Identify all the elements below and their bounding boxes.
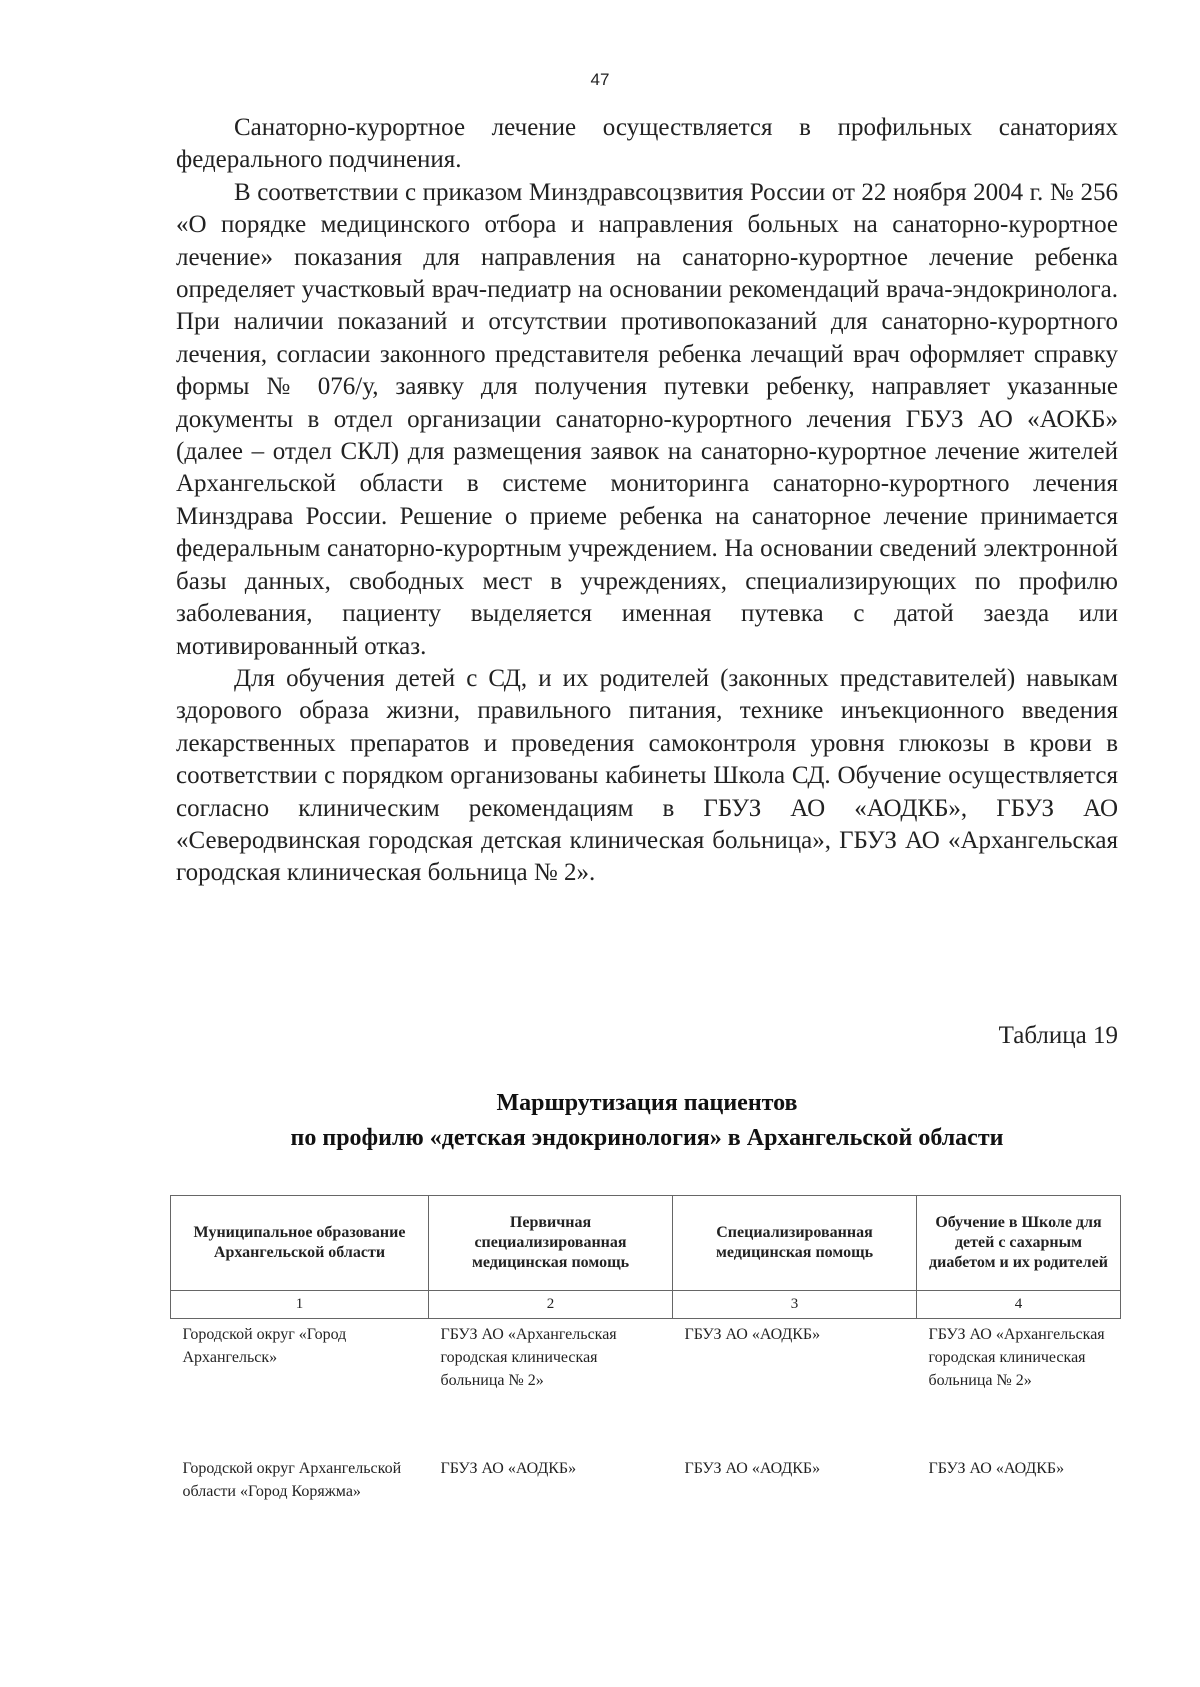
paragraph: Для обучения детей с СД, и их родителей (законных представителей) навыкам здорового образа жизни, правильного питания, технике инъекционного введения лекарственных препаратов и проведения самоконтроля уровня глюкозы в крови в соответствии с порядком организованы кабинеты Школа СД. Обучение осуществляется согласно клиническим рекомендациям в ГБУЗ АО «АОДКБ», ГБУЗ АО «Северодвинская городская детская клиническая больница», ГБУЗ АО «Архангельская городская клиническая больница № 2». <box>176 664 1118 887</box>
page-number: 47 <box>590 70 610 89</box>
table-title-line: по профилю «детская эндокринология» в Архангельской области <box>290 1125 1004 1151</box>
routing-table <box>170 1195 1121 1547</box>
column-header: Первичная специализированная медицинская помощь <box>429 1196 673 1291</box>
column-header: Специализированная медицинская помощь <box>673 1196 917 1291</box>
column-number: 2 <box>429 1291 673 1319</box>
table-title-line: Маршрутизация пациентов <box>496 1090 798 1116</box>
paragraph: Санаторно-курортное лечение осуществляется в профильных санаториях федерального подчинения. <box>176 114 1118 174</box>
table-cell: ГБУЗ АО «Архангельская городская клиническая больница № 2» <box>928 1326 1105 1389</box>
body-text <box>176 112 1118 890</box>
table-cell: ГБУЗ АО «АОДКБ» <box>684 1460 821 1477</box>
table-cell: ГБУЗ АО «АОДКБ» <box>928 1460 1065 1477</box>
column-number: 4 <box>917 1291 1121 1319</box>
table-header-row <box>171 1196 1121 1291</box>
table-cell: ГБУЗ АО «Архангельская городская клиническая больница № 2» <box>440 1326 617 1389</box>
table-cell: Городской округ Архангельской области «Город Коряжма» <box>182 1460 402 1500</box>
column-header: Обучение в Школе для детей с сахарным диабетом и их родителей <box>917 1196 1121 1291</box>
table-title <box>176 1086 1118 1156</box>
table-cell: ГБУЗ АО «АОДКБ» <box>684 1326 821 1343</box>
column-header: Муниципальное образование Архангельской области <box>171 1196 429 1291</box>
column-number: 1 <box>171 1291 429 1319</box>
column-number-row <box>171 1291 1121 1319</box>
column-number: 3 <box>673 1291 917 1319</box>
table-row <box>171 1319 1121 1454</box>
paragraph: В соответствии с приказом Минздравсоцзвития России от 22 ноября 2004 г. № 256 «О порядке медицинского отбора и направления больных на санаторно-курортное лечение» показания для направления на санаторно-курортное лечение ребенка определяет участковый врач-педиатр на основании рекомендаций врача-эндокринолога. При наличии показаний и отсутствии противопоказаний для санаторно-курортного лечения, согласии законного представителя ребенка лечащий врач оформляет справку формы № 076/у, заявку для получения путевки ребенку, направляет указанные документы в отдел организации санаторно-курортного лечения ГБУЗ АО «АОКБ» (далее – отдел СКЛ) для размещения заявок на санаторно-курортное лечение жителей Архангельской области в системе мониторинга санаторно-курортного лечения Минздрава России. Решение о приеме ребенка на санаторное лечение принимается федеральным санаторно-курортным учреждением. На основании сведений электронной базы данных, свободных мест в учреждениях, специализирующих по профилю заболевания, пациенту выделяется именная путевка с датой заезда или мотивированный отказ. <box>176 178 1118 660</box>
table-label: Таблица 19 <box>998 1022 1118 1049</box>
table-row <box>171 1453 1121 1547</box>
table-cell: ГБУЗ АО «АОДКБ» <box>440 1460 577 1477</box>
table-cell: Городской округ «Город Архангельск» <box>182 1326 347 1366</box>
